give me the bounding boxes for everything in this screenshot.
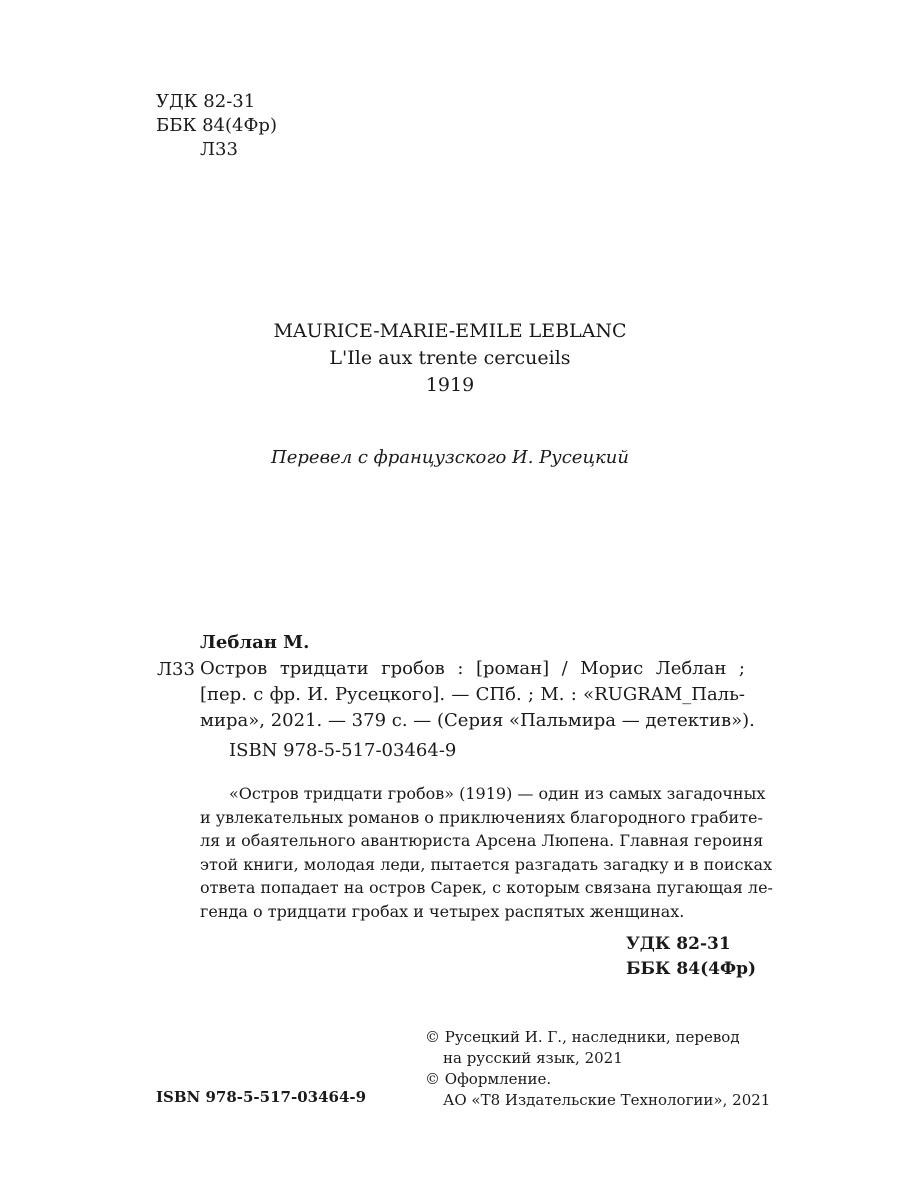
author-sign: Л33 xyxy=(200,139,238,160)
annotation-line: генда о тридцати гробах и четырех распятых женщинах. xyxy=(200,901,685,921)
annotation-line: этой книги, молодая леди, пытается разгадать загадку и в поисках xyxy=(200,854,773,874)
udk-code: УДК 82-31 xyxy=(156,91,256,112)
classification-codes-bold xyxy=(626,932,756,982)
bbk-code: ББК 84(4Фр) xyxy=(156,115,277,136)
original-edition-block xyxy=(0,318,900,399)
isbn-line: ISBN 978-5-517-03464-9 xyxy=(229,740,457,761)
copyright-line: АО «Т8 Издательские Технологии», 2021 xyxy=(443,1091,771,1109)
isbn-bottom: ISBN 978-5-517-03464-9 xyxy=(156,1088,367,1106)
bibliographic-description xyxy=(200,656,755,734)
copyright-line: © Оформление. xyxy=(425,1070,552,1088)
classification-codes-top xyxy=(156,90,277,162)
annotation-line: «Остров тридцати гробов» (1919) — один из самых загадочных xyxy=(229,784,766,803)
annotation-line: и увлекательных романов о приключениях благородного грабите- xyxy=(200,807,763,827)
copyright-line: © Русецкий И. Г., наследники, перевод xyxy=(425,1028,740,1046)
udk-code-bold: УДК 82-31 xyxy=(626,934,731,954)
copyright-line: на русский язык, 2021 xyxy=(443,1049,623,1067)
annotation-line: ответа попадает на остров Сарек, с которым связана пугающая ле- xyxy=(200,878,773,897)
annotation-line: ля и обаятельного авантюриста Арсена Люпена. Главная героиня xyxy=(200,831,764,850)
original-year: 1919 xyxy=(425,374,475,396)
bib-line: Остров тридцати гробов : [роман] / Морис Леблан ; xyxy=(200,658,745,679)
original-author: MAURICE-MARIE-EMILE LEBLANC xyxy=(273,320,627,342)
author-heading: Леблан М. xyxy=(200,632,310,653)
bib-line: мира», 2021. — 379 с. — (Серия «Пальмира — детектив»). xyxy=(200,710,755,731)
original-title: L'Ile aux trente cercueils xyxy=(329,347,571,369)
author-sign-side: Л33 xyxy=(157,659,195,680)
annotation xyxy=(200,782,773,923)
bbk-code-bold: ББК 84(4Фр) xyxy=(626,959,757,979)
bib-line: [пер. с фр. И. Русецкого]. — СПб. ; М. : «RUGRAM_Паль- xyxy=(200,684,745,705)
translator-line: Перевел с французского И. Русецкий xyxy=(271,447,629,468)
copyright-block xyxy=(425,1027,770,1111)
